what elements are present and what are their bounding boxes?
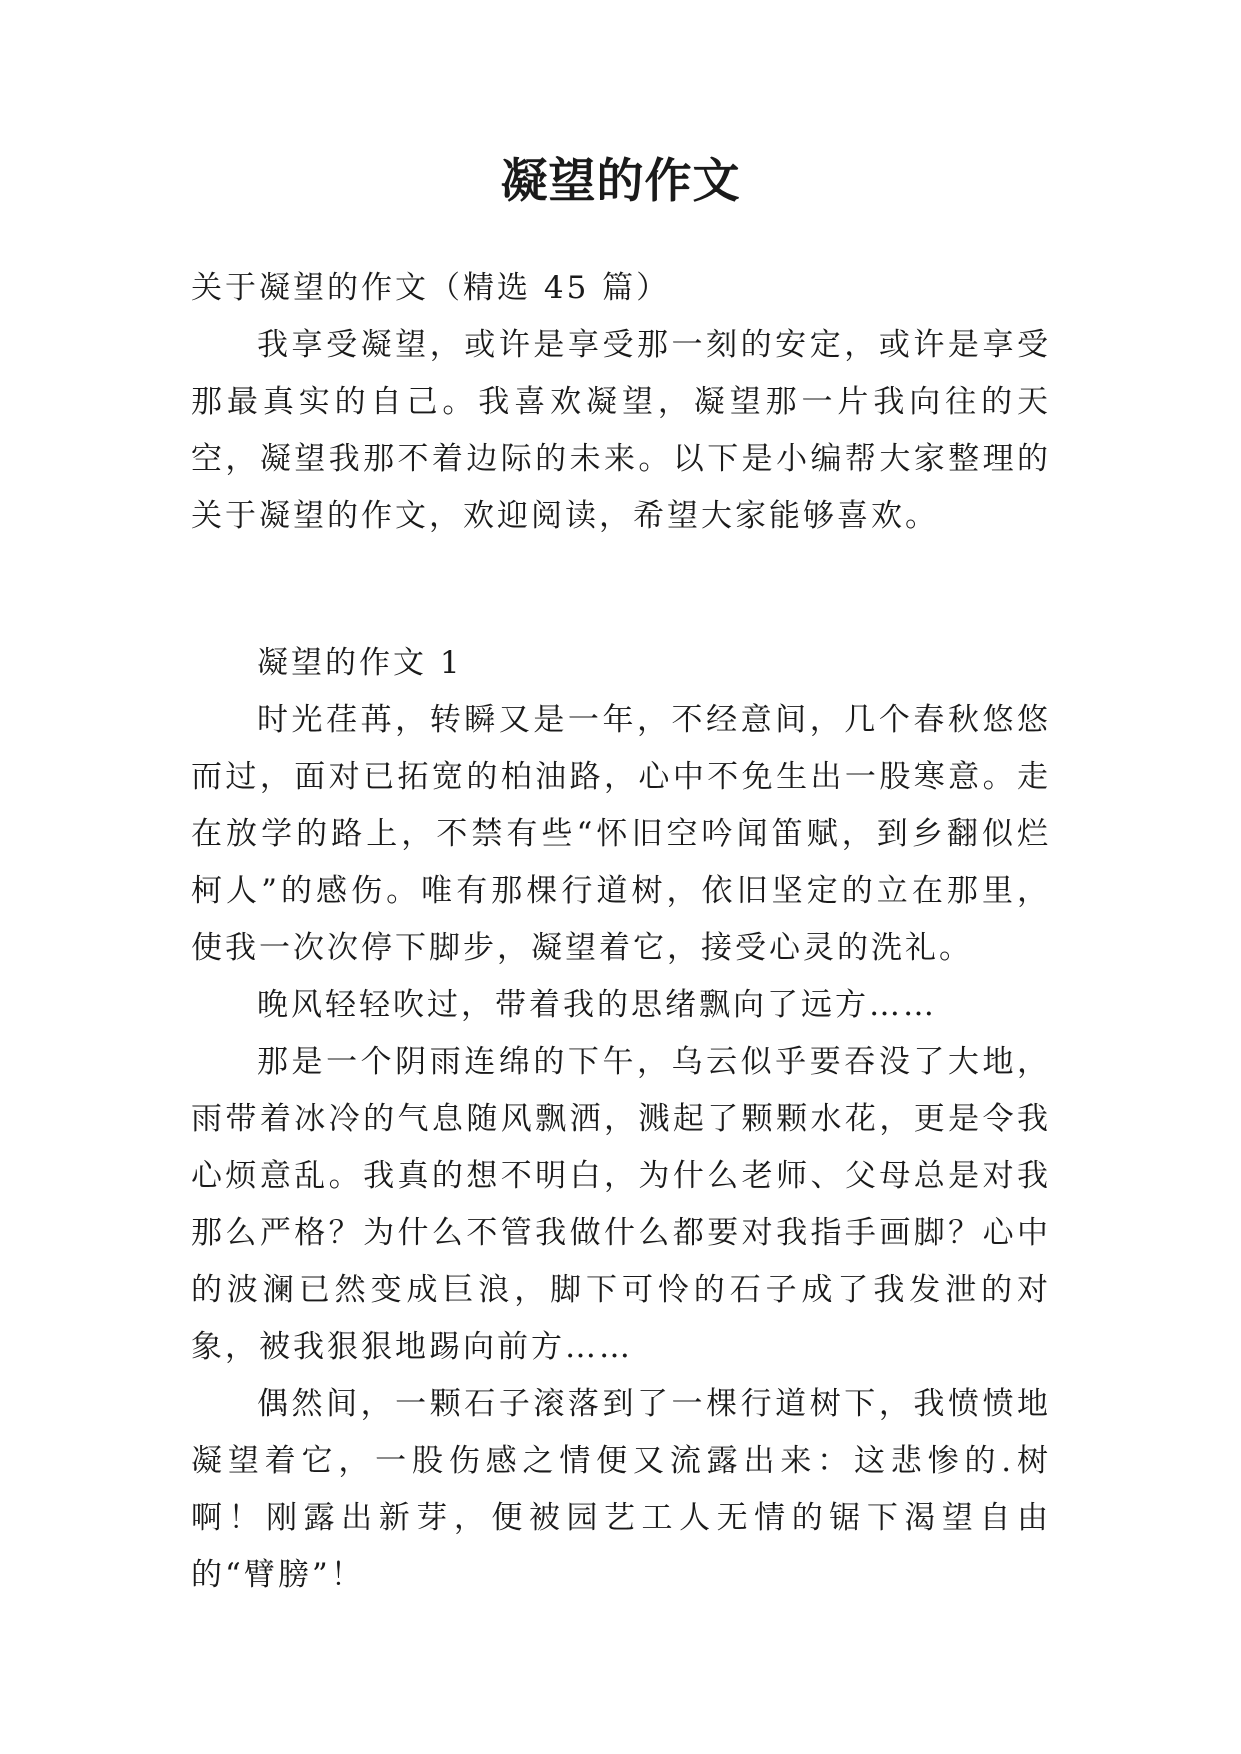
section-spacer [191, 545, 1051, 635]
body-paragraph-1: 时光荏苒，转瞬又是一年，不经意间，几个春秋悠悠而过，面对已拓宽的柏油路，心中不免生出一股寒意。走在放学的路上，不禁有些“怀旧空吟闻笛赋，到乡翻似烂柯人”的感伤。唯有那棵行道树，依旧坚定的立在那里，使我一次次停下脚步，凝望着它，接受心灵的洗礼。 [191, 702, 1051, 966]
intro-heading: 关于凝望的作文（精选 45 篇） [191, 270, 671, 306]
intro-paragraph: 我享受凝望，或许是享受那一刻的安定，或许是享受那最真实的自己。我喜欢凝望，凝望那一片我向往的天空，凝望我那不着边际的未来。以下是小编帮大家整理的关于凝望的作文，欢迎阅读，希望大家能够喜欢。 [191, 327, 1051, 534]
body-paragraph-4: 偶然间，一颗石子滚落到了一棵行道树下，我愤愤地凝望着它，一股伤感之情便又流露出来：这悲惨的.树啊！刚露出新芽，便被园艺工人无情的锯下渴望自由的“臂膀”！ [191, 1386, 1051, 1593]
section-heading: 凝望的作文 1 [257, 645, 463, 681]
body-paragraph-3: 那是一个阴雨连绵的下午，乌云似乎要吞没了大地，雨带着冰冷的气息随风飘洒，溅起了颗颗水花，更是令我心烦意乱。我真的想不明白，为什么老师、父母总是对我那么严格？为什么不管我做什么都要对我指手画脚？心中的波澜已然变成巨浪，脚下可怜的石子成了我发泄的对象，被我狠狠地踢向前方…… [191, 1044, 1051, 1365]
document-title: 凝望的作文 [500, 154, 741, 209]
body-paragraph-2: 晚风轻轻吹过，带着我的思绪飘向了远方…… [257, 987, 937, 1023]
document-body [191, 260, 1051, 1604]
